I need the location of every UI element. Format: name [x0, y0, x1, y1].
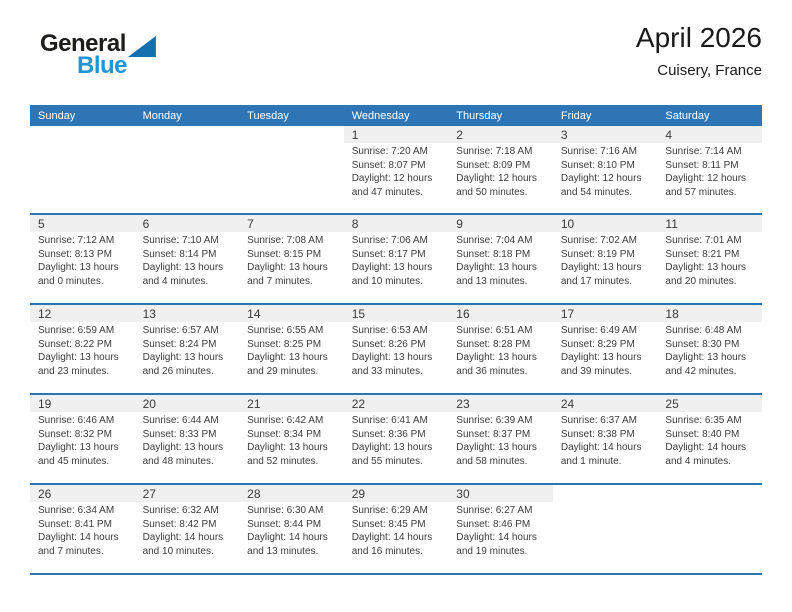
- week-row-1: [30, 126, 762, 213]
- sunrise-text: Sunrise: 6:46 AM: [38, 415, 115, 426]
- date-band: [344, 485, 449, 502]
- day-cell-24: [553, 395, 658, 483]
- day-cell-15: [344, 305, 449, 393]
- day-cell-29: [344, 485, 449, 573]
- sunrise-text: Sunrise: 7:10 AM: [142, 235, 219, 246]
- sunrise-text: Sunrise: 7:20 AM: [351, 146, 428, 157]
- date-band: [239, 305, 344, 322]
- day-details: [657, 143, 762, 199]
- sunrise-text: Sunrise: 6:44 AM: [142, 415, 219, 426]
- sunset-text: Sunset: 8:10 PM: [560, 159, 635, 171]
- day-details: [553, 143, 658, 199]
- date-band: [344, 395, 449, 412]
- sunset-text: Sunset: 8:29 PM: [560, 338, 635, 350]
- weekday-header-row: [30, 105, 762, 126]
- day-details: [344, 412, 449, 468]
- sunrise-text: Sunrise: 6:41 AM: [351, 415, 428, 426]
- general-blue-logo: [30, 14, 156, 80]
- daylight-text: Daylight: 13 hours and 55 minutes.: [351, 442, 433, 467]
- week-row-3: [30, 303, 762, 393]
- daylight-text: Daylight: 13 hours and 58 minutes.: [456, 442, 537, 467]
- week-row-2: [30, 213, 762, 303]
- day-details: [239, 322, 344, 378]
- daylight-text: Daylight: 13 hours and 45 minutes.: [38, 442, 119, 467]
- day-cell-18: [657, 305, 762, 393]
- weekday-header-wednesday: Wednesday: [351, 109, 410, 122]
- sunrise-text: Sunrise: 7:14 AM: [665, 146, 742, 157]
- date-band: [448, 215, 553, 232]
- date-band: [553, 395, 658, 412]
- date-band: [30, 126, 135, 143]
- day-cell-22: [344, 395, 449, 483]
- date-number: 30: [456, 486, 470, 501]
- day-cell-30: [448, 485, 553, 573]
- date-number: 2: [456, 127, 463, 142]
- day-cell-4: [657, 126, 762, 213]
- date-band: [135, 305, 240, 322]
- sunset-text: Sunset: 8:44 PM: [247, 518, 322, 530]
- day-cell-empty: [553, 485, 658, 573]
- sunrise-text: Sunrise: 6:29 AM: [351, 505, 428, 516]
- week-row-5: [30, 483, 762, 573]
- daylight-text: Daylight: 13 hours and 29 minutes.: [247, 352, 328, 377]
- day-cell-28: [239, 485, 344, 573]
- date-band: [448, 305, 553, 322]
- sunrise-text: Sunrise: 7:18 AM: [456, 146, 533, 157]
- weekday-header-saturday: Saturday: [665, 109, 710, 122]
- day-details: [344, 143, 449, 199]
- date-band: [657, 305, 762, 322]
- sunrise-text: Sunrise: 6:55 AM: [247, 325, 324, 336]
- date-band: [553, 485, 658, 502]
- date-number: 12: [38, 306, 52, 321]
- sunset-text: Sunset: 8:28 PM: [456, 338, 531, 350]
- daylight-text: Daylight: 13 hours and 52 minutes.: [247, 442, 328, 467]
- day-details: [657, 322, 762, 378]
- day-details: [239, 232, 344, 288]
- sunset-text: Sunset: 8:38 PM: [560, 428, 635, 440]
- date-number: 25: [665, 396, 679, 411]
- date-band: [30, 395, 135, 412]
- sunrise-text: Sunrise: 7:04 AM: [456, 235, 533, 246]
- date-band: [135, 485, 240, 502]
- sunrise-text: Sunrise: 6:48 AM: [665, 325, 742, 336]
- sunrise-text: Sunrise: 7:12 AM: [38, 235, 115, 246]
- sunset-text: Sunset: 8:21 PM: [665, 248, 740, 260]
- day-cell-20: [135, 395, 240, 483]
- date-number: 6: [142, 216, 150, 231]
- daylight-text: Daylight: 13 hours and 10 minutes.: [351, 262, 433, 287]
- sunrise-text: Sunrise: 7:01 AM: [665, 235, 742, 246]
- date-number: 27: [142, 486, 156, 501]
- day-cell-19: [30, 395, 135, 483]
- sunrise-text: Sunrise: 7:06 AM: [351, 235, 428, 246]
- date-number: 20: [142, 396, 156, 411]
- daylight-text: Daylight: 13 hours and 42 minutes.: [665, 352, 747, 377]
- date-number: 22: [351, 396, 366, 411]
- daylight-text: Daylight: 13 hours and 23 minutes.: [38, 352, 119, 377]
- day-cell-16: [448, 305, 553, 393]
- sunset-text: Sunset: 8:17 PM: [351, 248, 426, 260]
- sunset-text: Sunset: 8:34 PM: [247, 428, 322, 440]
- sunrise-text: Sunrise: 6:51 AM: [456, 325, 533, 336]
- date-band: [135, 126, 240, 143]
- daylight-text: Daylight: 14 hours and 7 minutes.: [38, 532, 119, 557]
- sunrise-text: Sunrise: 6:27 AM: [456, 505, 533, 516]
- weekday-header-friday: Friday: [560, 109, 592, 122]
- logo-text-blue: Blue: [77, 52, 128, 79]
- sunset-text: Sunset: 8:46 PM: [456, 518, 531, 530]
- page-header: [30, 14, 762, 105]
- calendar-table: [30, 105, 762, 575]
- weekday-header-sunday: Sunday: [38, 109, 76, 122]
- day-cell-empty: [30, 126, 135, 213]
- date-band: [553, 126, 658, 143]
- date-number: 24: [560, 396, 575, 411]
- day-details: [344, 322, 449, 378]
- sunrise-text: Sunrise: 6:30 AM: [247, 505, 324, 516]
- date-band: [344, 305, 449, 322]
- day-cell-8: [344, 215, 449, 303]
- date-band: [135, 215, 240, 232]
- day-details: [239, 412, 344, 468]
- sunrise-text: Sunrise: 6:57 AM: [142, 325, 219, 336]
- sunset-text: Sunset: 8:15 PM: [247, 248, 322, 260]
- sunset-text: Sunset: 8:18 PM: [456, 248, 531, 260]
- daylight-text: Daylight: 13 hours and 17 minutes.: [560, 262, 642, 287]
- date-number: 17: [560, 306, 575, 321]
- daylight-text: Daylight: 14 hours and 1 minute.: [560, 442, 642, 467]
- date-band: [30, 485, 135, 502]
- day-details: [135, 502, 240, 558]
- day-details: [239, 502, 344, 558]
- sunrise-text: Sunrise: 6:39 AM: [456, 415, 533, 426]
- date-number: 3: [560, 127, 568, 142]
- day-cell-6: [135, 215, 240, 303]
- date-number: 14: [247, 306, 261, 321]
- sunset-text: Sunset: 8:26 PM: [351, 338, 426, 350]
- sunrise-text: Sunrise: 7:16 AM: [560, 146, 637, 157]
- date-number: 11: [665, 216, 678, 231]
- month-title: April 2026: [635, 22, 762, 53]
- date-number: 8: [351, 216, 359, 231]
- calendar-weeks: [30, 126, 762, 573]
- sunset-text: Sunset: 8:42 PM: [142, 518, 217, 530]
- date-number: 10: [560, 216, 575, 231]
- location-subtitle: Cuisery, France: [657, 62, 762, 79]
- sunrise-text: Sunrise: 6:42 AM: [247, 415, 324, 426]
- date-band: [239, 395, 344, 412]
- date-band: [448, 395, 553, 412]
- daylight-text: Daylight: 13 hours and 0 minutes.: [38, 262, 119, 287]
- day-cell-1: [344, 126, 449, 213]
- sunrise-text: Sunrise: 6:59 AM: [38, 325, 115, 336]
- logo-text-general: General: [40, 30, 126, 57]
- date-band: [553, 305, 658, 322]
- day-cell-2: [448, 126, 553, 213]
- sunset-text: Sunset: 8:41 PM: [38, 518, 112, 530]
- sunset-text: Sunset: 8:25 PM: [247, 338, 322, 350]
- daylight-text: Daylight: 13 hours and 4 minutes.: [142, 262, 224, 287]
- day-cell-12: [30, 305, 135, 393]
- daylight-text: Daylight: 13 hours and 20 minutes.: [665, 262, 747, 287]
- date-band: [135, 395, 240, 412]
- daylight-text: Daylight: 12 hours and 50 minutes.: [456, 173, 537, 198]
- day-details: [135, 322, 240, 378]
- date-band: [239, 126, 344, 143]
- daylight-text: Daylight: 13 hours and 39 minutes.: [560, 352, 642, 377]
- day-details: [553, 232, 658, 288]
- day-cell-5: [30, 215, 135, 303]
- day-details: [30, 412, 135, 468]
- day-details: [448, 322, 553, 378]
- daylight-text: Daylight: 14 hours and 16 minutes.: [351, 532, 433, 557]
- date-band: [448, 485, 553, 502]
- date-number: 19: [38, 396, 52, 411]
- daylight-text: Daylight: 13 hours and 48 minutes.: [142, 442, 224, 467]
- sunset-text: Sunset: 8:45 PM: [351, 518, 426, 530]
- date-number: 16: [456, 306, 470, 321]
- day-details: [135, 232, 240, 288]
- sunrise-text: Sunrise: 7:02 AM: [560, 235, 637, 246]
- day-cell-9: [448, 215, 553, 303]
- day-details: [448, 232, 553, 288]
- day-details: [30, 502, 135, 558]
- day-cell-23: [448, 395, 553, 483]
- sunset-text: Sunset: 8:30 PM: [665, 338, 740, 350]
- day-cell-11: [657, 215, 762, 303]
- sunrise-text: Sunrise: 6:49 AM: [560, 325, 637, 336]
- day-details: [135, 412, 240, 468]
- sunset-text: Sunset: 8:40 PM: [665, 428, 740, 440]
- day-details: [448, 412, 553, 468]
- day-details: [30, 322, 135, 378]
- sunrise-text: Sunrise: 6:34 AM: [38, 505, 115, 516]
- sunrise-text: Sunrise: 6:53 AM: [351, 325, 428, 336]
- date-number: 29: [351, 486, 366, 501]
- daylight-text: Daylight: 12 hours and 54 minutes.: [560, 173, 642, 198]
- day-cell-13: [135, 305, 240, 393]
- date-number: 18: [665, 306, 679, 321]
- day-cell-10: [553, 215, 658, 303]
- date-number: 9: [456, 216, 463, 231]
- date-number: 7: [247, 216, 254, 231]
- daylight-text: Daylight: 14 hours and 4 minutes.: [665, 442, 747, 467]
- day-cell-27: [135, 485, 240, 573]
- sunrise-text: Sunrise: 6:37 AM: [560, 415, 637, 426]
- daylight-text: Daylight: 14 hours and 13 minutes.: [247, 532, 328, 557]
- daylight-text: Daylight: 13 hours and 13 minutes.: [456, 262, 537, 287]
- day-details: [657, 412, 762, 468]
- title-block: [636, 14, 762, 79]
- sunset-text: Sunset: 8:37 PM: [456, 428, 531, 440]
- date-number: 4: [665, 127, 673, 142]
- date-number: 5: [38, 216, 45, 231]
- date-band: [448, 126, 553, 143]
- daylight-text: Daylight: 13 hours and 7 minutes.: [247, 262, 328, 287]
- sunset-text: Sunset: 8:33 PM: [142, 428, 217, 440]
- sunset-text: Sunset: 8:07 PM: [351, 159, 426, 171]
- sunset-text: Sunset: 8:36 PM: [351, 428, 426, 440]
- sunset-text: Sunset: 8:14 PM: [142, 248, 217, 260]
- day-details: [553, 322, 658, 378]
- day-cell-17: [553, 305, 658, 393]
- date-band: [657, 485, 762, 502]
- sunrise-text: Sunrise: 7:08 AM: [247, 235, 324, 246]
- day-cell-25: [657, 395, 762, 483]
- sunset-text: Sunset: 8:22 PM: [38, 338, 112, 350]
- day-cell-21: [239, 395, 344, 483]
- date-number: 21: [247, 396, 261, 411]
- date-band: [30, 305, 135, 322]
- day-details: [448, 502, 553, 558]
- day-details: [553, 412, 658, 468]
- sunrise-text: Sunrise: 6:35 AM: [665, 415, 742, 426]
- date-number: 23: [456, 396, 470, 411]
- sunset-text: Sunset: 8:09 PM: [456, 159, 531, 171]
- sunset-text: Sunset: 8:24 PM: [142, 338, 217, 350]
- date-band: [344, 215, 449, 232]
- daylight-text: Daylight: 13 hours and 26 minutes.: [142, 352, 224, 377]
- date-band: [344, 126, 449, 143]
- week-row-4: [30, 393, 762, 483]
- daylight-text: Daylight: 13 hours and 36 minutes.: [456, 352, 537, 377]
- daylight-text: Daylight: 13 hours and 33 minutes.: [351, 352, 433, 377]
- day-cell-empty: [135, 126, 240, 213]
- sunset-text: Sunset: 8:11 PM: [665, 159, 739, 171]
- date-number: 13: [142, 306, 156, 321]
- daylight-text: Daylight: 14 hours and 19 minutes.: [456, 532, 537, 557]
- sunrise-text: Sunrise: 6:32 AM: [142, 505, 219, 516]
- date-number: 1: [351, 127, 359, 142]
- sunset-text: Sunset: 8:32 PM: [38, 428, 112, 440]
- weekday-header-monday: Monday: [142, 109, 182, 122]
- date-band: [657, 215, 762, 232]
- date-number: 28: [247, 486, 261, 501]
- day-cell-empty: [657, 485, 762, 573]
- date-number: 15: [351, 306, 366, 321]
- weekday-header-tuesday: Tuesday: [247, 109, 289, 122]
- date-band: [239, 215, 344, 232]
- day-cell-3: [553, 126, 658, 213]
- date-band: [239, 485, 344, 502]
- day-cell-empty: [239, 126, 344, 213]
- day-details: [344, 502, 449, 558]
- daylight-text: Daylight: 12 hours and 47 minutes.: [351, 173, 433, 198]
- day-cell-7: [239, 215, 344, 303]
- sunset-text: Sunset: 8:13 PM: [38, 248, 112, 260]
- date-band: [657, 395, 762, 412]
- date-band: [553, 215, 658, 232]
- day-details: [448, 143, 553, 199]
- day-cell-14: [239, 305, 344, 393]
- date-number: 26: [38, 486, 52, 501]
- date-band: [657, 126, 762, 143]
- day-details: [30, 232, 135, 288]
- day-details: [344, 232, 449, 288]
- sunset-text: Sunset: 8:19 PM: [560, 248, 635, 260]
- daylight-text: Daylight: 14 hours and 10 minutes.: [142, 532, 224, 557]
- date-band: [30, 215, 135, 232]
- day-details: [657, 232, 762, 288]
- daylight-text: Daylight: 12 hours and 57 minutes.: [665, 173, 747, 198]
- weekday-header-thursday: Thursday: [456, 109, 503, 122]
- day-cell-26: [30, 485, 135, 573]
